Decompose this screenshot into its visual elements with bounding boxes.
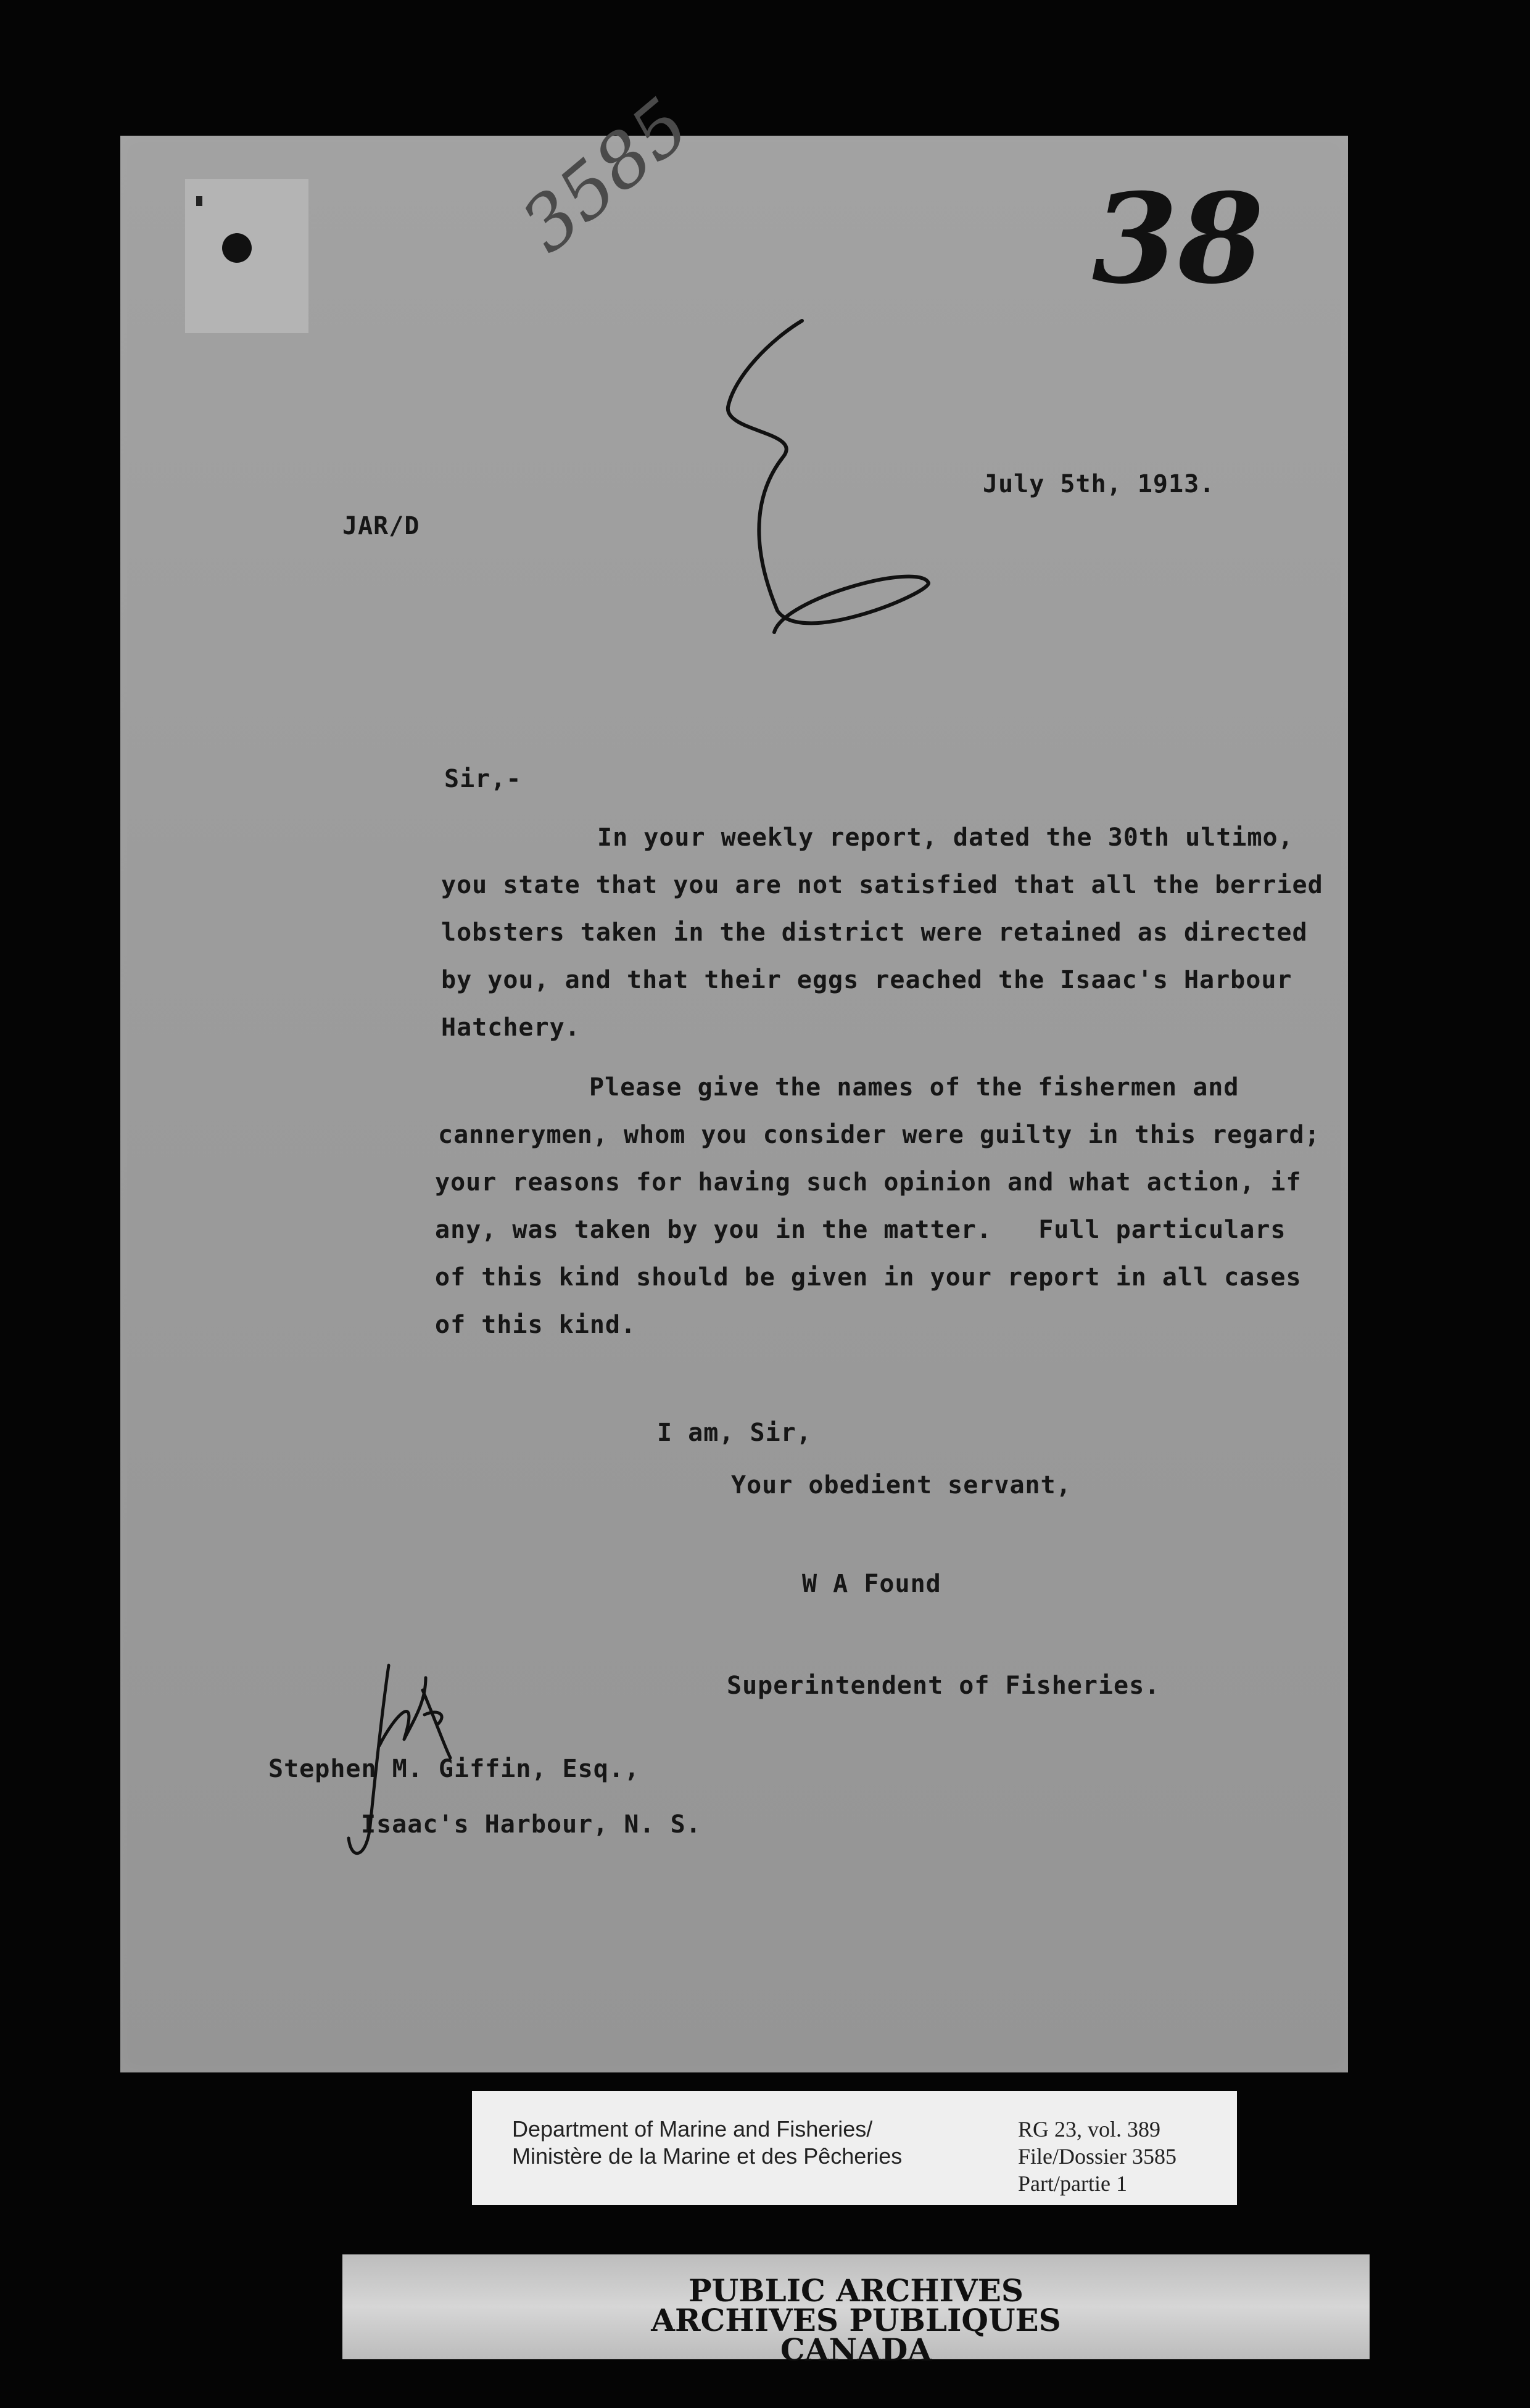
punch-hole bbox=[222, 233, 252, 263]
body-line: Please give the names of the fishermen and bbox=[589, 1073, 1239, 1102]
recipient-name: Stephen M. Giffin, Esq., bbox=[268, 1755, 640, 1783]
handwritten-initials bbox=[345, 1653, 469, 1875]
body-line: cannerymen, whom you consider were guilty in this regard; bbox=[438, 1121, 1320, 1149]
handwritten-page-number: 38 bbox=[1092, 167, 1264, 311]
body-line: by you, and that their eggs reached the Isaac's Harbour bbox=[441, 966, 1292, 994]
body-line: you state that you are not satisfied that all the berried bbox=[441, 871, 1323, 899]
recipient-address: Isaac's Harbour, N. S. bbox=[361, 1810, 701, 1839]
archives-stamp-band bbox=[342, 2254, 1370, 2368]
pencil-tick bbox=[196, 196, 202, 206]
signatory-title: Superintendent of Fisheries. bbox=[727, 1672, 1160, 1700]
department-name: Department of Marine and Fisheries/ Ministère de la Marine et des Pêcheries bbox=[512, 2116, 903, 2169]
body-line: your reasons for having such opinion and what action, if bbox=[435, 1168, 1302, 1197]
body-line: Hatchery. bbox=[441, 1013, 581, 1042]
body-line: of this kind should be given in your report in all cases bbox=[435, 1263, 1302, 1292]
letter-date: July 5th, 1913. bbox=[983, 470, 1215, 498]
reference-code: JAR/D bbox=[342, 512, 420, 540]
salutation: Sir,- bbox=[444, 765, 522, 793]
handwritten-file-number: 3585 bbox=[506, 82, 706, 270]
closing-line: I am, Sir, bbox=[657, 1419, 812, 1447]
body-line: In your weekly report, dated the 30th ultimo, bbox=[597, 823, 1294, 852]
file-reference: RG 23, vol. 389 File/Dossier 3585 Part/partie 1 bbox=[1018, 2117, 1176, 2196]
body-line: any, was taken by you in the matter. Full particulars bbox=[435, 1216, 1286, 1244]
closing-line: Your obedient servant, bbox=[731, 1471, 1072, 1499]
body-line: lobsters taken in the district were retained as directed bbox=[441, 918, 1308, 947]
signature: W A Found bbox=[802, 1570, 941, 1598]
handwritten-scribble-mark bbox=[709, 302, 956, 672]
archive-reference-label bbox=[472, 2091, 1237, 2205]
archives-stamp: PUBLIC ARCHIVES ARCHIVES PUBLIQUES CANADA bbox=[651, 2272, 1061, 2368]
body-line: of this kind. bbox=[435, 1311, 637, 1339]
